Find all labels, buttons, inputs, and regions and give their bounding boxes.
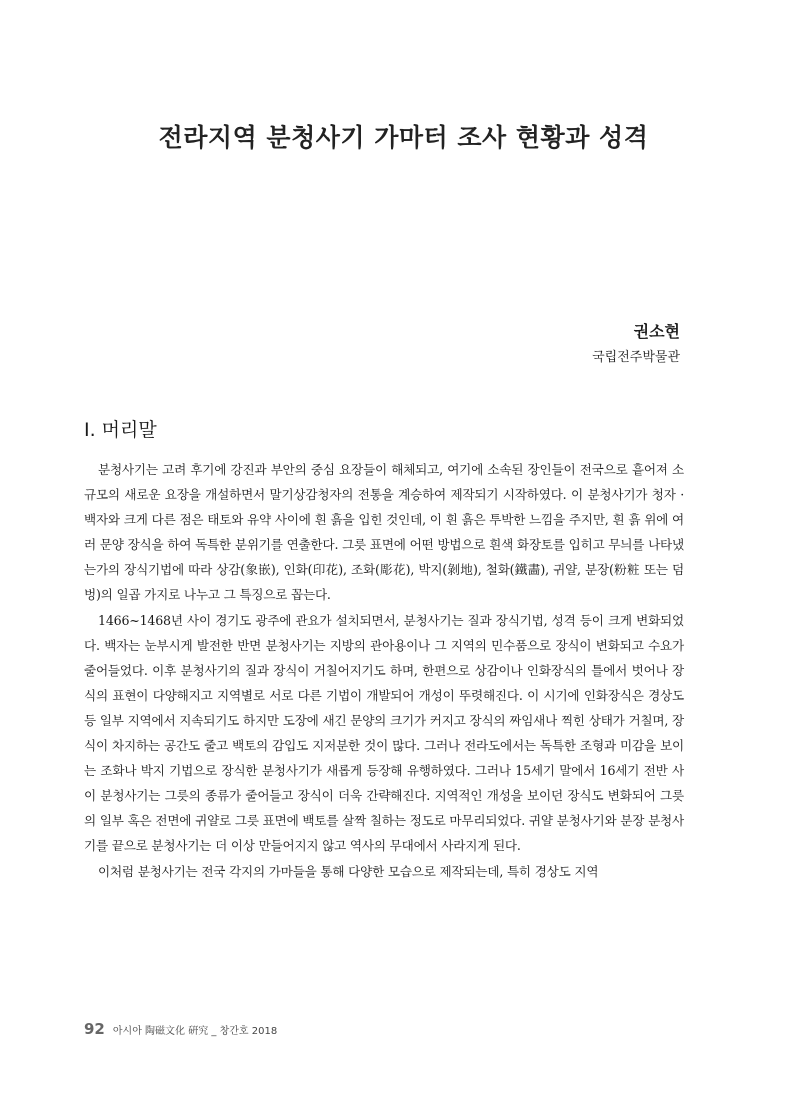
paragraph: 이처럼 분청사기는 전국 각지의 가마들을 통해 다양한 모습으로 제작되는데, 특히 경상도 지역 xyxy=(98,863,599,879)
author-block xyxy=(592,320,680,370)
section-heading: Ⅰ. 머리말 xyxy=(84,419,157,441)
paper-title: 전라지역 분청사기 가마터 조사 현황과 성격 xyxy=(158,123,649,152)
page-number: 92 xyxy=(84,1020,105,1038)
author-name: 권소현 xyxy=(633,322,680,341)
page-footer xyxy=(84,1020,277,1038)
paragraph: 분청사기는 고려 후기에 강진과 부안의 중심 요장들이 해체되고, 여기에 소속된 장인들이 전국으로 흩어져 소규모의 새로운 요장을 개설하면서 말기상감청자의 전통을 계승하여 제작되기 시작하였다. 이 분청사기가 청자 · 백자와 크게 다른 점은 태토와 유약 사이에 흰 흙을 입힌 것인데, 이 흰 흙은 투박한 느낌을 주지만, 흰 흙 위에 여러 문양 장식을 하여 독특한 분위기를 연출한다. 그릇 표면에 어떤 방법으로 흰색 화장토를 입히고 무늬를 나타냈는가의 장식기법에 따라 상감(象嵌), 인화(印花), 조화(彫花), 박지(剝地), 철화(鐵畵), 귀얄, 분장(粉粧 또는 덤벙)의 일곱 가지로 나누고 그 특징으로 꼽는다. xyxy=(84,462,684,603)
body-text xyxy=(84,457,684,884)
journal-info: 아시아 陶磁文化 硏究 _ 창간호 2018 xyxy=(112,1026,278,1037)
paragraph: 1466~1468년 사이 경기도 광주에 관요가 설치되면서, 분청사기는 질과 장식기법, 성격 등이 크게 변화되었다. 백자는 눈부시게 발전한 반면 분청사기는 지방의 관아용이나 그 지역의 민수품으로 장식이 변화되고 수요가 줄어들었다. 이후 분청사기의 질과 장식이 거칠어지기도 하며, 한편으로 상감이나 인화장식의 틀에서 벗어나 장식의 표현이 다양해지고 지역별로 서로 다른 기법이 개발되어 개성이 뚜렷해진다. 이 시기에 인화장식은 경상도 등 일부 지역에서 지속되기도 하지만 도장에 새긴 문양의 크기가 커지고 장식의 짜임새나 찍힌 상태가 거칠며, 장식이 차지하는 공간도 줄고 백토의 감입도 지저분한 것이 많다. 그러나 전라도에서는 독특한 조형과 미감을 보이는 조화나 박지 기법으로 장식한 분청사기가 새롭게 등장해 유행하였다. 그러나 15세기 말에서 16세기 전반 사이 분청사기는 그릇의 종류가 줄어들고 장식이 더욱 간략해진다. 지역적인 개성을 보이던 장식도 변화되어 그릇의 일부 혹은 전면에 귀얄로 그릇 표면에 백토를 살짝 칠하는 정도로 마무리되었다. 귀얄 분청사기와 분장 분청사기를 끝으로 분청사기는 더 이상 만들어지지 않고 역사의 무대에서 사라지게 된다. xyxy=(84,612,684,854)
author-affiliation: 국립전주박물관 xyxy=(592,350,680,365)
